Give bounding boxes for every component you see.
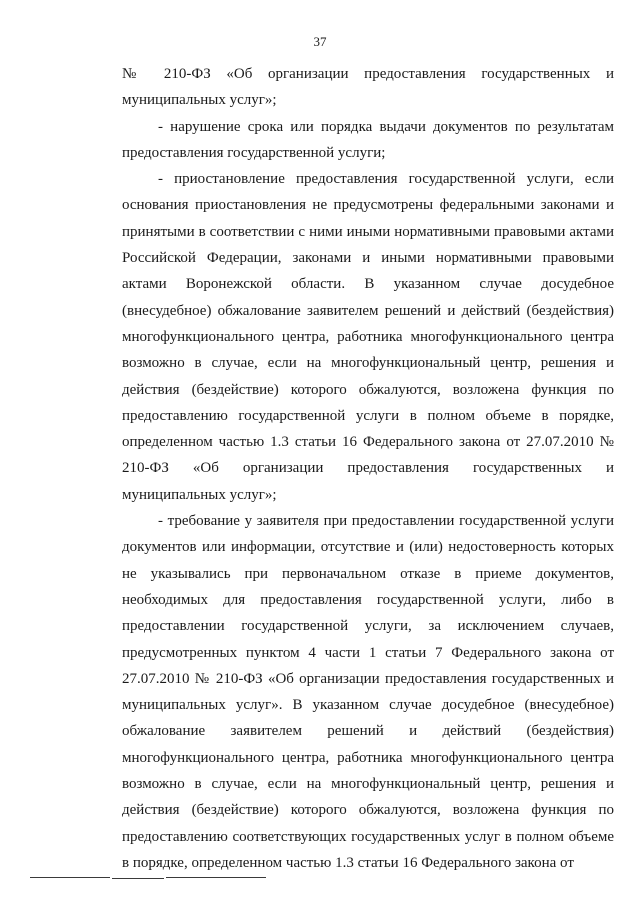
page-number: 37	[313, 34, 327, 49]
paragraph-document-requirement: - требование у заявителя при предоставлении государственной услуги документов или информации, отсутствие и (или) недостоверность которых не указывались при первоначальном отказе в приеме документов, необходимых для предоставления государственной услуги, либо в предоставлении государственной услуги, за исключением случаев, предусмотренных пунктом 4 части 1 статьи 7 Федерального закона от 27.07.2010 № 210-ФЗ «Об организации предоставления государственных и муниципальных услуг». В указанном случае досудебное (внесудебное) обжалование заявителем решений и действий (бездействия) многофункционального центра, работника многофункционального центра возможно в случае, если на многофункциональный центр, решения и действия (бездействие) которого обжалуются, возложена функция по предоставлению соответствующих государственных услуг в полном объеме в порядке, определенном частью 1.3 статьи 16 Федерального закона от	[122, 513, 614, 871]
footer-line-segment	[166, 877, 266, 878]
footer-scan-line	[0, 877, 640, 879]
footer-line-segment	[112, 878, 164, 879]
paragraph-deadline-violation: - нарушение срока или порядка выдачи документов по результатам предоставления государственной услуги;	[122, 118, 614, 161]
document-body	[122, 61, 614, 876]
paragraph-suspension: - приостановление предоставления государственной услуги, если основания приостановления не предусмотрены федеральными законами и принятыми в соответствии с ними иными нормативными правовыми актами Российской Федерации, законами и иными нормативными правовыми актами Воронежской области. В указанном случае досудебное (внесудебное) обжалование заявителем решений и действий (бездействия) многофункционального центра, работника многофункционального центра возможно в случае, если на многофункциональный центр, решения и действия (бездействие) которого обжалуются, возложена функция по предоставлению государственной услуги в полном объеме в порядке, определенном частью 1.3 статьи 16 Федерального закона от 27.07.2010 № 210-ФЗ «Об организации предоставления государственных и муниципальных услуг»;	[122, 171, 614, 503]
footer-line-segment	[30, 877, 110, 878]
paragraph-continuation: № 210-ФЗ «Об организации предоставления государственных и муниципальных услуг»;	[122, 66, 614, 109]
